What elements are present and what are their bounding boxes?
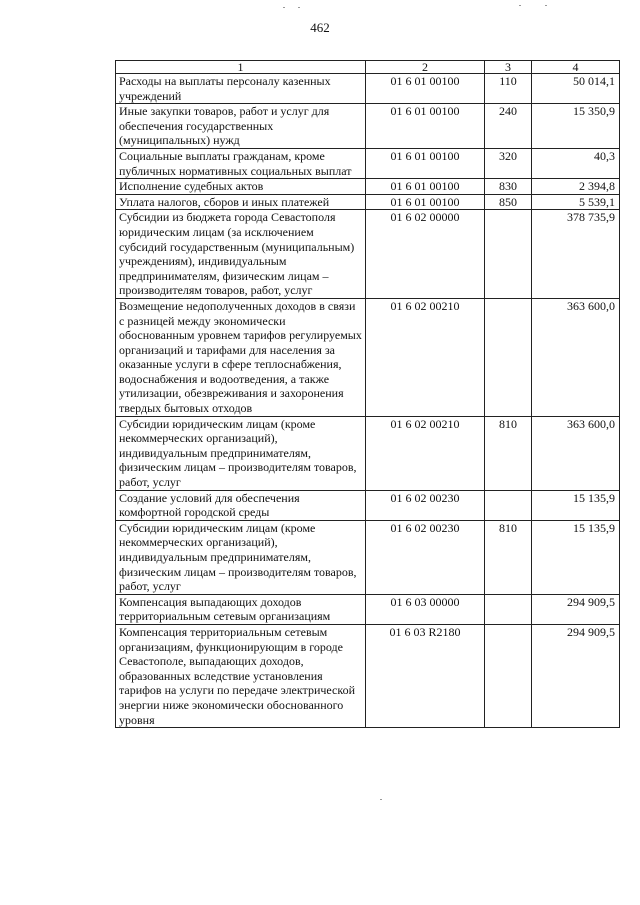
row-name-cell: Субсидии из бюджета города Севастополя юридическим лицам (за исключением субсидий государственным (муниципальным) учреждениям), индивидуальным предпринимателям, физическим лицам – производителям товаров, работ, услуг [116,210,366,299]
table-row [116,74,620,104]
row-sum-cell: 15 135,9 [532,520,620,594]
scan-speck [380,799,382,800]
row-code-cell: 01 6 03 R2180 [366,624,485,727]
row-name-cell: Исполнение судебных актов [116,179,366,195]
header-cell-sum: 4 [532,61,620,74]
row-sum-cell: 5 539,1 [532,194,620,210]
page-number: 462 [310,20,330,35]
scan-speck [519,5,521,6]
row-vr-cell [485,624,532,727]
row-code-cell: 01 6 02 00230 [366,520,485,594]
header-cell-name: 1 [116,61,366,74]
header-cell-code: 2 [366,61,485,74]
row-sum-cell: 2 394,8 [532,179,620,195]
row-vr-cell: 810 [485,520,532,594]
table-row [116,520,620,594]
row-name-cell: Компенсация территориальным сетевым организациям, функционирующим в городе Севастополе, выпадающих доходов, образованных вследствие установления тарифов на услуги по передаче электрической энергии ниже экономически обоснованного уровня [116,624,366,727]
row-name-cell: Возмещение недополученных доходов в связи с разницей между экономически обоснованным уровнем тарифов регулируемых организаций и тарифами для населения за оказанные услуги в сфере теплоснабжения, водоснабжения и водоотведения, а также утилизации, обезвреживания и захоронения твердых бытовых отходов [116,298,366,416]
row-code-cell: 01 6 03 00000 [366,594,485,624]
row-name-cell: Социальные выплаты гражданам, кроме публичных нормативных социальных выплат [116,148,366,178]
row-vr-cell: 810 [485,416,532,490]
row-name-cell: Субсидии юридическим лицам (кроме некоммерческих организаций), индивидуальным предпринимателям, физическим лицам – производителям товаров, работ, услуг [116,416,366,490]
row-vr-cell: 850 [485,194,532,210]
row-sum-cell: 15 135,9 [532,490,620,520]
row-name-cell: Уплата налогов, сборов и иных платежей [116,194,366,210]
table-row [116,194,620,210]
row-vr-cell [485,210,532,299]
row-name-cell: Субсидии юридическим лицам (кроме некоммерческих организаций), индивидуальным предпринимателям, физическим лицам – производителям товаров, работ, услуг [116,520,366,594]
row-code-cell: 01 6 02 00230 [366,490,485,520]
row-code-cell: 01 6 01 00100 [366,74,485,104]
scan-speck [298,7,300,8]
budget-table [115,60,620,728]
row-sum-cell: 294 909,5 [532,624,620,727]
row-code-cell: 01 6 01 00100 [366,194,485,210]
row-sum-cell: 363 600,0 [532,416,620,490]
row-vr-cell [485,594,532,624]
row-name-cell: Компенсация выпадающих доходов территориальным сетевым организациям [116,594,366,624]
row-name-cell: Иные закупки товаров, работ и услуг для обеспечения государственных (муниципальных) нужд [116,104,366,149]
row-sum-cell: 378 735,9 [532,210,620,299]
table-row [116,148,620,178]
scan-speck [545,5,547,6]
row-code-cell: 01 6 02 00210 [366,416,485,490]
row-name-cell: Расходы на выплаты персоналу казенных учреждений [116,74,366,104]
row-name-cell: Создание условий для обеспечения комфортной городской среды [116,490,366,520]
row-sum-cell: 294 909,5 [532,594,620,624]
row-vr-cell: 240 [485,104,532,149]
table-row [116,179,620,195]
table-row [116,624,620,727]
row-code-cell: 01 6 02 00000 [366,210,485,299]
row-vr-cell: 320 [485,148,532,178]
row-code-cell: 01 6 02 00210 [366,298,485,416]
row-vr-cell [485,490,532,520]
row-sum-cell: 50 014,1 [532,74,620,104]
header-cell-vr: 3 [485,61,532,74]
row-vr-cell: 110 [485,74,532,104]
row-vr-cell [485,298,532,416]
row-sum-cell: 15 350,9 [532,104,620,149]
table-header-row [116,61,620,74]
table-row [116,298,620,416]
row-code-cell: 01 6 01 00100 [366,148,485,178]
table-row [116,210,620,299]
table-row [116,104,620,149]
row-sum-cell: 40,3 [532,148,620,178]
row-vr-cell: 830 [485,179,532,195]
row-code-cell: 01 6 01 00100 [366,179,485,195]
table-row [116,594,620,624]
table-row [116,490,620,520]
scan-speck [283,7,285,8]
row-code-cell: 01 6 01 00100 [366,104,485,149]
row-sum-cell: 363 600,0 [532,298,620,416]
table-row [116,416,620,490]
